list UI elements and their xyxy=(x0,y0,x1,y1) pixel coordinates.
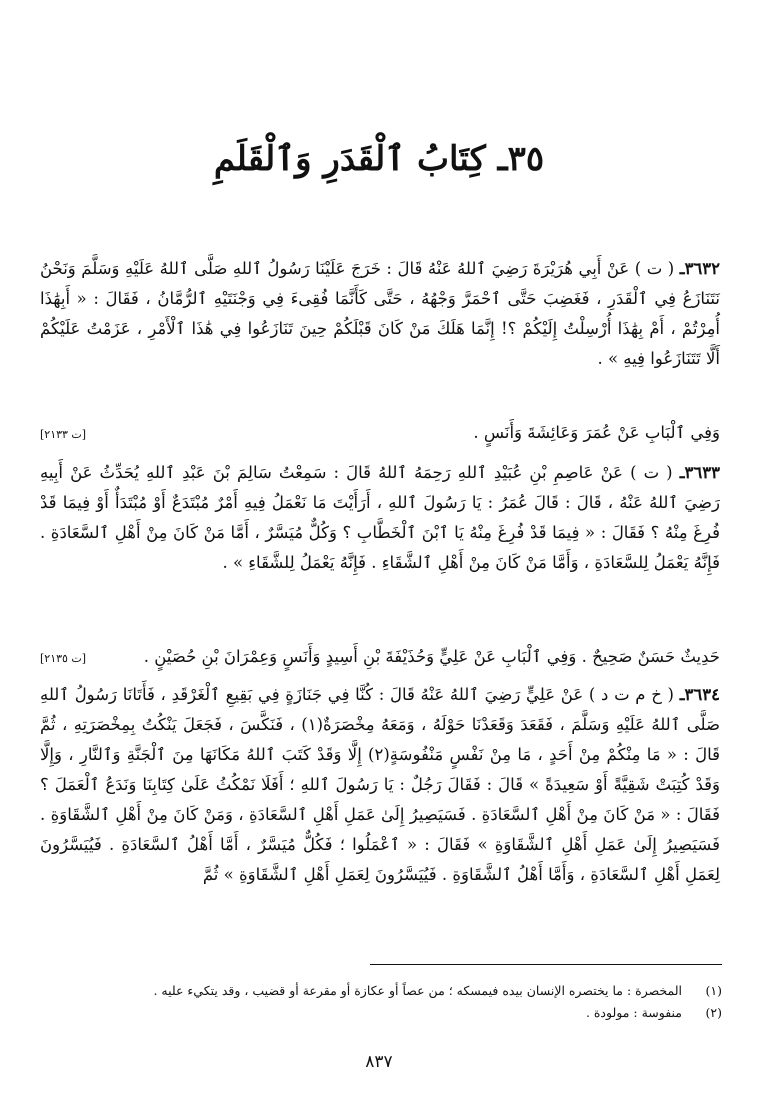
chapter-title: ٣٥ـ كِتَابُ ٱلْقَدَرِ وَٱلْقَلَمِ xyxy=(213,139,545,179)
footnote-text: المخصرة : ما يختصره الإنسان بيده فيمسكه ؛ من عصاً أو عكازة أو مقرعة أو قضيب ، وقد يتكيء عليه . xyxy=(153,983,683,998)
footnote-text: منفوسة : مولودة . xyxy=(585,1005,683,1020)
hadith-text: ( ت ) عَنْ أَبِي هُرَيْرَةَ رَضِيَ ٱللهُ عَنْهُ قَالَ : خَرَجَ عَلَيْنَا رَسُولُ ٱللهِ صَلَّى ٱللهُ عَلَيْهِ وَسَلَّمَ وَنَحْنُ نَتَنَازَعُ فِي ٱلْقَدَرِ ، فَغَضِبَ حَتَّى ٱحْمَرَّ وَجْهُهُ ، حَتَّى كَأَنَّمَا فُقِىءَ فِي وَجْنَتَيْهِ ٱلرُّمَّانُ ، فَقَالَ : « أَبِهَٰذَا أُمِرْتُمْ ، أَمْ بِهَٰذَا أُرْسِلْتُ إِلَيْكُمْ ؟! إِنَّمَا هَلَكَ مَنْ كَانَ قَبْلَكُمْ حِينَ تَنَازَعُوا فِي هَٰذَا ٱلْأَمْرِ ، عَزَمْتُ عَلَيْكُمْ أَلَّا تَتَنَازَعُوا فِيهِ » . xyxy=(40,259,720,368)
hadith-number: ٣٦٣٢ـ xyxy=(679,259,721,278)
hadith-note-3632 xyxy=(40,420,720,446)
reference-mark: [ت ٢١٣٣] xyxy=(40,428,87,441)
hadith-3632 xyxy=(40,254,720,374)
hadith-number: ٣٦٣٣ـ xyxy=(679,463,720,482)
hadith-text: ( ت ) عَنْ عَاصِمِ بْنِ عُبَيْدِ ٱللهِ رَحِمَهُ ٱللهُ قَالَ : سَمِعْتُ سَالِمَ بْنَ عَبْدِ ٱللهِ يُحَدِّثُ عَنْ أَبِيهِ رَضِيَ ٱللهُ عَنْهُ ، قَالَ : قَالَ عُمَرُ : يَا رَسُولَ ٱللهِ ، أَرَأَيْتَ مَا نَعْمَلُ فِيهِ أَمْرٌ مُبْتَدَعٌ أَوْ مُبْتَدَأٌ أَوْ فِيمَا قَدْ فُرِغَ مِنْهُ ؟ فَقَالَ : « فِيمَا قَدْ فُرِغَ مِنْهُ يَا ٱبْنَ ٱلْخَطَّابِ ؟ وَكُلٌّ مُيَسَّرٌ ، أَمَّا مَنْ كَانَ مِنْ أَهْلِ ٱلسَّعَادَةِ . فَإِنَّهُ يَعْمَلُ لِلسَّعَادَةِ ، وَأَمَّا مَنْ كَانَ مِنْ أَهْلِ ٱلشَّقَاءِ . فَإِنَّهُ يَعْمَلُ لِلشَّقَاءِ » . xyxy=(40,463,720,572)
page-number: ٨٣٧ xyxy=(365,1052,393,1072)
footnote-number: (٢) xyxy=(705,1005,722,1020)
hadith-3634 xyxy=(40,680,720,890)
footnote-2 xyxy=(40,1004,722,1022)
hadith-number: ٣٦٣٤ـ xyxy=(679,685,720,704)
hadith-3633 xyxy=(40,458,720,578)
note-text: حَدِيثٌ حَسَنٌ صَحِيحٌ . وَفِي ٱلْبَابِ عَنْ عَلِيٍّ وَحُذَيْفَةَ بْنِ أَسِيدٍ وَأَنَسٍ وَعِمْرَانَ بْنِ حُصَيْنٍ . xyxy=(143,647,720,666)
footnote-divider xyxy=(370,964,722,965)
footnote-number: (١) xyxy=(705,983,722,998)
reference-mark: [ت ٢١٣٥] xyxy=(40,652,87,665)
hadith-note-3633 xyxy=(40,644,720,670)
note-text: وَفِي ٱلْبَابِ عَنْ عُمَرَ وَعَائِشَةَ وَأَنَسٍ . xyxy=(473,423,720,442)
hadith-text: ( خ م ت د ) عَنْ عَلِيٍّ رَضِيَ ٱللهُ عَنْهُ قَالَ : كُنَّا فِي جَنَازَةٍ فِي بَقِيعِ ٱلْغَرْقَدِ ، فَأَتَانَا رَسُولُ ٱللهِ صَلَّى ٱللهُ عَلَيْهِ وَسَلَّمَ ، فَقَعَدَ وَقَعَدْنَا حَوْلَهُ ، وَمَعَهُ مِخْصَرَةٌ(١) ، فَنَكَّسَ ، فَجَعَلَ يَنْكُتُ بِمِخْصَرَتِهِ ، ثُمَّ قَالَ : « مَا مِنْكُمْ مِنْ أَحَدٍ ، مَا مِنْ نَفْسٍ مَنْفُوسَةٍ(٢) إِلَّا وَقَدْ كَتَبَ ٱللهُ مَكَانَهَا مِنَ ٱلْجَنَّةِ وَٱلنَّارِ ، وَإِلَّا وَقَدْ كُتِبَتْ شَقِيَّةً أَوْ سَعِيدَةً » قَالَ : فَقَالَ رَجُلٌ : يَا رَسُولَ ٱللهِ ؛ أَفَلَا نَمْكُثُ عَلَىٰ كِتَابِنَا وَنَدَعُ ٱلْعَمَلَ ؟ فَقَالَ : « مَنْ كَانَ مِنْ أَهْلِ ٱلسَّعَادَةِ . فَسَيَصِيرُ إِلَىٰ عَمَلِ أَهْلِ ٱلسَّعَادَةِ ، وَمَنْ كَانَ مِنْ أَهْلِ ٱلشَّقَاوَةِ . فَسَيَصِيرُ إِلَىٰ عَمَلِ أَهْلِ ٱلشَّقَاوَةِ » فَقَالَ : « ٱعْمَلُوا ؛ فَكُلٌّ مُيَسَّرٌ ، أَمَّا أَهْلُ ٱلسَّعَادَةِ . فَيُيَسَّرُونَ لِعَمَلِ أَهْلِ ٱلسَّعَادَةِ ، وَأَمَّا أَهْلُ ٱلشَّقَاوَةِ . فَيُيَسَّرُونَ لِعَمَلِ أَهْلِ ٱلشَّقَاوَةِ » ثُمَّ xyxy=(40,685,720,884)
footnote-1 xyxy=(40,982,722,1000)
